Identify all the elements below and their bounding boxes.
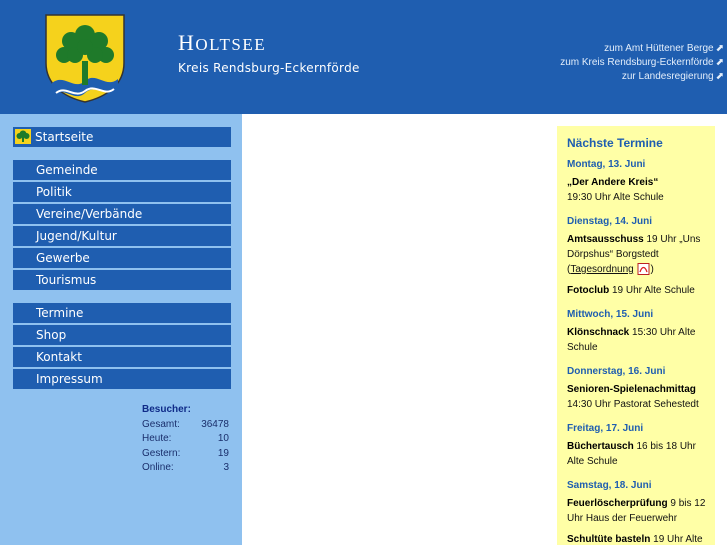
- link-landesregierung[interactable]: [560, 70, 724, 84]
- sidebar: [0, 114, 242, 545]
- event-title: Senioren-Spielenachmittag: [567, 384, 696, 395]
- visitor-value: 19: [217, 447, 229, 459]
- nav-tourismus[interactable]: Tourismus: [13, 270, 231, 290]
- link-label: zur Landesregierung: [621, 71, 714, 82]
- nav-impressum[interactable]: Impressum: [13, 369, 231, 389]
- nav-label: Startseite: [35, 130, 94, 144]
- tree-icon: [15, 129, 31, 144]
- events-heading: Nächste Termine: [567, 136, 663, 150]
- nav-vereine[interactable]: Vereine/Verbände: [13, 204, 231, 224]
- visitor-row: [142, 418, 229, 433]
- event-title: Amtsausschuss: [567, 234, 644, 245]
- nav-politik[interactable]: Politik: [13, 182, 231, 202]
- nav-gewerbe[interactable]: Gewerbe: [13, 248, 231, 268]
- visitor-value: 3: [223, 462, 229, 473]
- event-title: Klönschnack: [567, 327, 630, 338]
- visitor-value: 10: [217, 433, 229, 444]
- event-title: „Der Andere Kreis“: [567, 177, 659, 188]
- event-title: Feuerlöscherprüfung: [567, 498, 668, 509]
- visitor-row: [142, 447, 229, 462]
- visitor-row: [142, 432, 229, 447]
- visitor-label: Gestern:: [142, 447, 181, 459]
- event-details: 19:30 Uhr Alte Schule: [567, 192, 664, 203]
- upcoming-events-panel: [557, 126, 715, 545]
- link-amt-huettener-berge[interactable]: [560, 42, 724, 56]
- external-link-icon: ⬈: [715, 57, 724, 68]
- pdf-icon[interactable]: [637, 263, 651, 275]
- nav-startseite[interactable]: [13, 127, 231, 147]
- site-header: [0, 0, 727, 114]
- nav-shop[interactable]: Shop: [13, 325, 231, 345]
- day-heading: Freitag, 17. Juni: [567, 423, 644, 434]
- event-details: 14:30 Uhr Pastorat Sehestedt: [567, 399, 699, 410]
- event-details: 9 bis 12 Uhr Haus der Feuerwehr: [567, 498, 706, 524]
- coat-of-arms-logo[interactable]: [44, 13, 126, 103]
- site-title: HOLTSEE: [178, 30, 267, 55]
- event-item: [567, 382, 709, 412]
- nav-gemeinde[interactable]: Gemeinde: [13, 160, 231, 180]
- event-details: 19 Uhr Alte Schule: [609, 285, 695, 296]
- event-item: [567, 496, 709, 526]
- event-details: 15:30 Uhr Alte Schule: [567, 327, 696, 353]
- agenda-link[interactable]: Tagesordnung: [570, 264, 634, 275]
- visitor-label: Online:: [142, 462, 174, 473]
- day-heading: Samstag, 18. Juni: [567, 480, 652, 491]
- event-item: [567, 283, 709, 298]
- external-links: [560, 42, 724, 84]
- event-item: [567, 232, 709, 277]
- visitor-value: 36478: [201, 418, 229, 430]
- link-kreis-rendsburg[interactable]: [560, 56, 724, 70]
- event-title: Büchertausch: [567, 441, 634, 452]
- external-link-icon: ⬈: [715, 71, 724, 82]
- visitor-row: [142, 461, 229, 476]
- day-heading: Mittwoch, 15. Juni: [567, 309, 654, 320]
- visitor-counter: [142, 403, 229, 476]
- day-heading: Dienstag, 14. Juni: [567, 216, 653, 227]
- day-heading: Montag, 13. Juni: [567, 159, 646, 170]
- event-title: Schultüte basteln: [567, 534, 651, 545]
- visitor-label: Heute:: [142, 433, 172, 444]
- external-link-icon: ⬈: [715, 43, 724, 54]
- event-details: 19 Uhr „Uns Dörpshus“ Borgstedt (: [567, 234, 701, 275]
- visitor-label: Gesamt:: [142, 418, 180, 430]
- event-item: [567, 532, 709, 545]
- link-label: zum Amt Hüttener Berge: [604, 43, 714, 54]
- day-heading: Donnerstag, 16. Juni: [567, 366, 666, 377]
- event-details: 19 Uhr Alte: [650, 534, 703, 545]
- nav-termine[interactable]: Termine: [13, 303, 231, 323]
- event-item: [567, 439, 709, 469]
- event-item: [567, 325, 709, 355]
- event-item: [567, 175, 709, 205]
- nav-jugend-kultur[interactable]: Jugend/Kultur: [13, 226, 231, 246]
- link-label: zum Kreis Rendsburg-Eckernförde: [560, 57, 714, 68]
- event-title: Fotoclub: [567, 285, 610, 296]
- paren: ): [650, 264, 654, 275]
- site-subtitle: Kreis Rendsburg-Eckernförde: [178, 61, 360, 75]
- event-details: 16 bis 18 Uhr Alte Schule: [567, 441, 696, 467]
- nav-kontakt[interactable]: Kontakt: [13, 347, 231, 367]
- visitor-heading: Besucher:: [142, 404, 191, 415]
